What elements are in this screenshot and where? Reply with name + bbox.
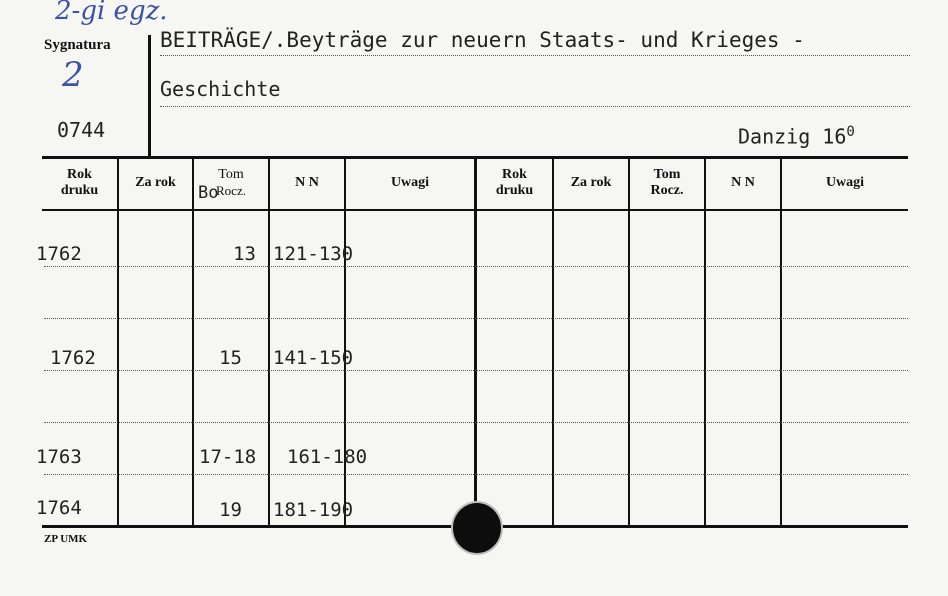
col-divider bbox=[344, 158, 346, 526]
row-4-volume: 19 bbox=[219, 499, 242, 521]
header-tom-rocz: Tom Rocz. bbox=[216, 167, 246, 198]
sygnatura-label: Sygnatura bbox=[44, 37, 111, 53]
header-rok-druku: Rok druku bbox=[60, 167, 99, 198]
sygnatura-divider bbox=[148, 35, 151, 157]
col-divider bbox=[780, 158, 782, 526]
header-nn-right: N N bbox=[731, 175, 755, 190]
header-za-rok: Za rok bbox=[135, 175, 176, 190]
col-divider bbox=[117, 158, 119, 526]
header-rok-druku-right: Rok druku bbox=[495, 167, 534, 198]
title-underline-2 bbox=[160, 106, 910, 107]
row-4-numbers: 181-190 bbox=[273, 499, 354, 521]
handwritten-copy-note: 2-gi egz. bbox=[55, 0, 168, 26]
title-line-2: Geschichte bbox=[160, 77, 281, 101]
col-divider bbox=[704, 158, 706, 526]
catalog-code: 0744 bbox=[57, 118, 106, 142]
row-1-year: 1762 bbox=[36, 243, 82, 265]
col-divider-center bbox=[474, 158, 477, 526]
row-3-volume: 17-18 bbox=[199, 446, 257, 468]
row-line bbox=[44, 422, 908, 423]
col-divider bbox=[268, 158, 270, 526]
header-nn: N N bbox=[295, 175, 319, 190]
row-3-year: 1763 bbox=[36, 446, 82, 468]
sygnatura-value: 2 bbox=[62, 55, 84, 95]
row-1-volume: 13 bbox=[233, 243, 256, 265]
row-2-volume: 15 bbox=[219, 347, 242, 369]
row-4-year: 1764 bbox=[36, 497, 82, 519]
row-line bbox=[44, 474, 908, 475]
row-3-numbers: 161-180 bbox=[287, 446, 368, 468]
place-format: Danzig $16^0$ bbox=[738, 124, 855, 149]
row-line bbox=[44, 318, 908, 319]
footer-library-mark: ZP UMK bbox=[44, 533, 88, 545]
header-uwagi: Uwagi bbox=[390, 175, 430, 190]
col-divider bbox=[192, 158, 194, 526]
col-divider bbox=[552, 158, 554, 526]
row-1-numbers: 121-130 bbox=[273, 243, 354, 265]
punch-hole bbox=[453, 503, 501, 553]
stray-mark: Bo bbox=[198, 183, 219, 203]
row-2-numbers: 141-150 bbox=[273, 347, 354, 369]
col-divider bbox=[628, 158, 630, 526]
row-line bbox=[44, 370, 908, 371]
header-za-rok-right: Za rok bbox=[570, 175, 612, 190]
title-underline-1 bbox=[160, 55, 910, 56]
header-uwagi-right: Uwagi bbox=[825, 175, 865, 190]
row-2-year: 1762 bbox=[50, 347, 96, 369]
row-line bbox=[44, 266, 908, 267]
header-tom-rocz-right: Tom Rocz. bbox=[650, 167, 684, 198]
title-line-1: BEITRÄGE/.Beyträge zur neuern Staats- und Krieges - bbox=[160, 28, 805, 52]
